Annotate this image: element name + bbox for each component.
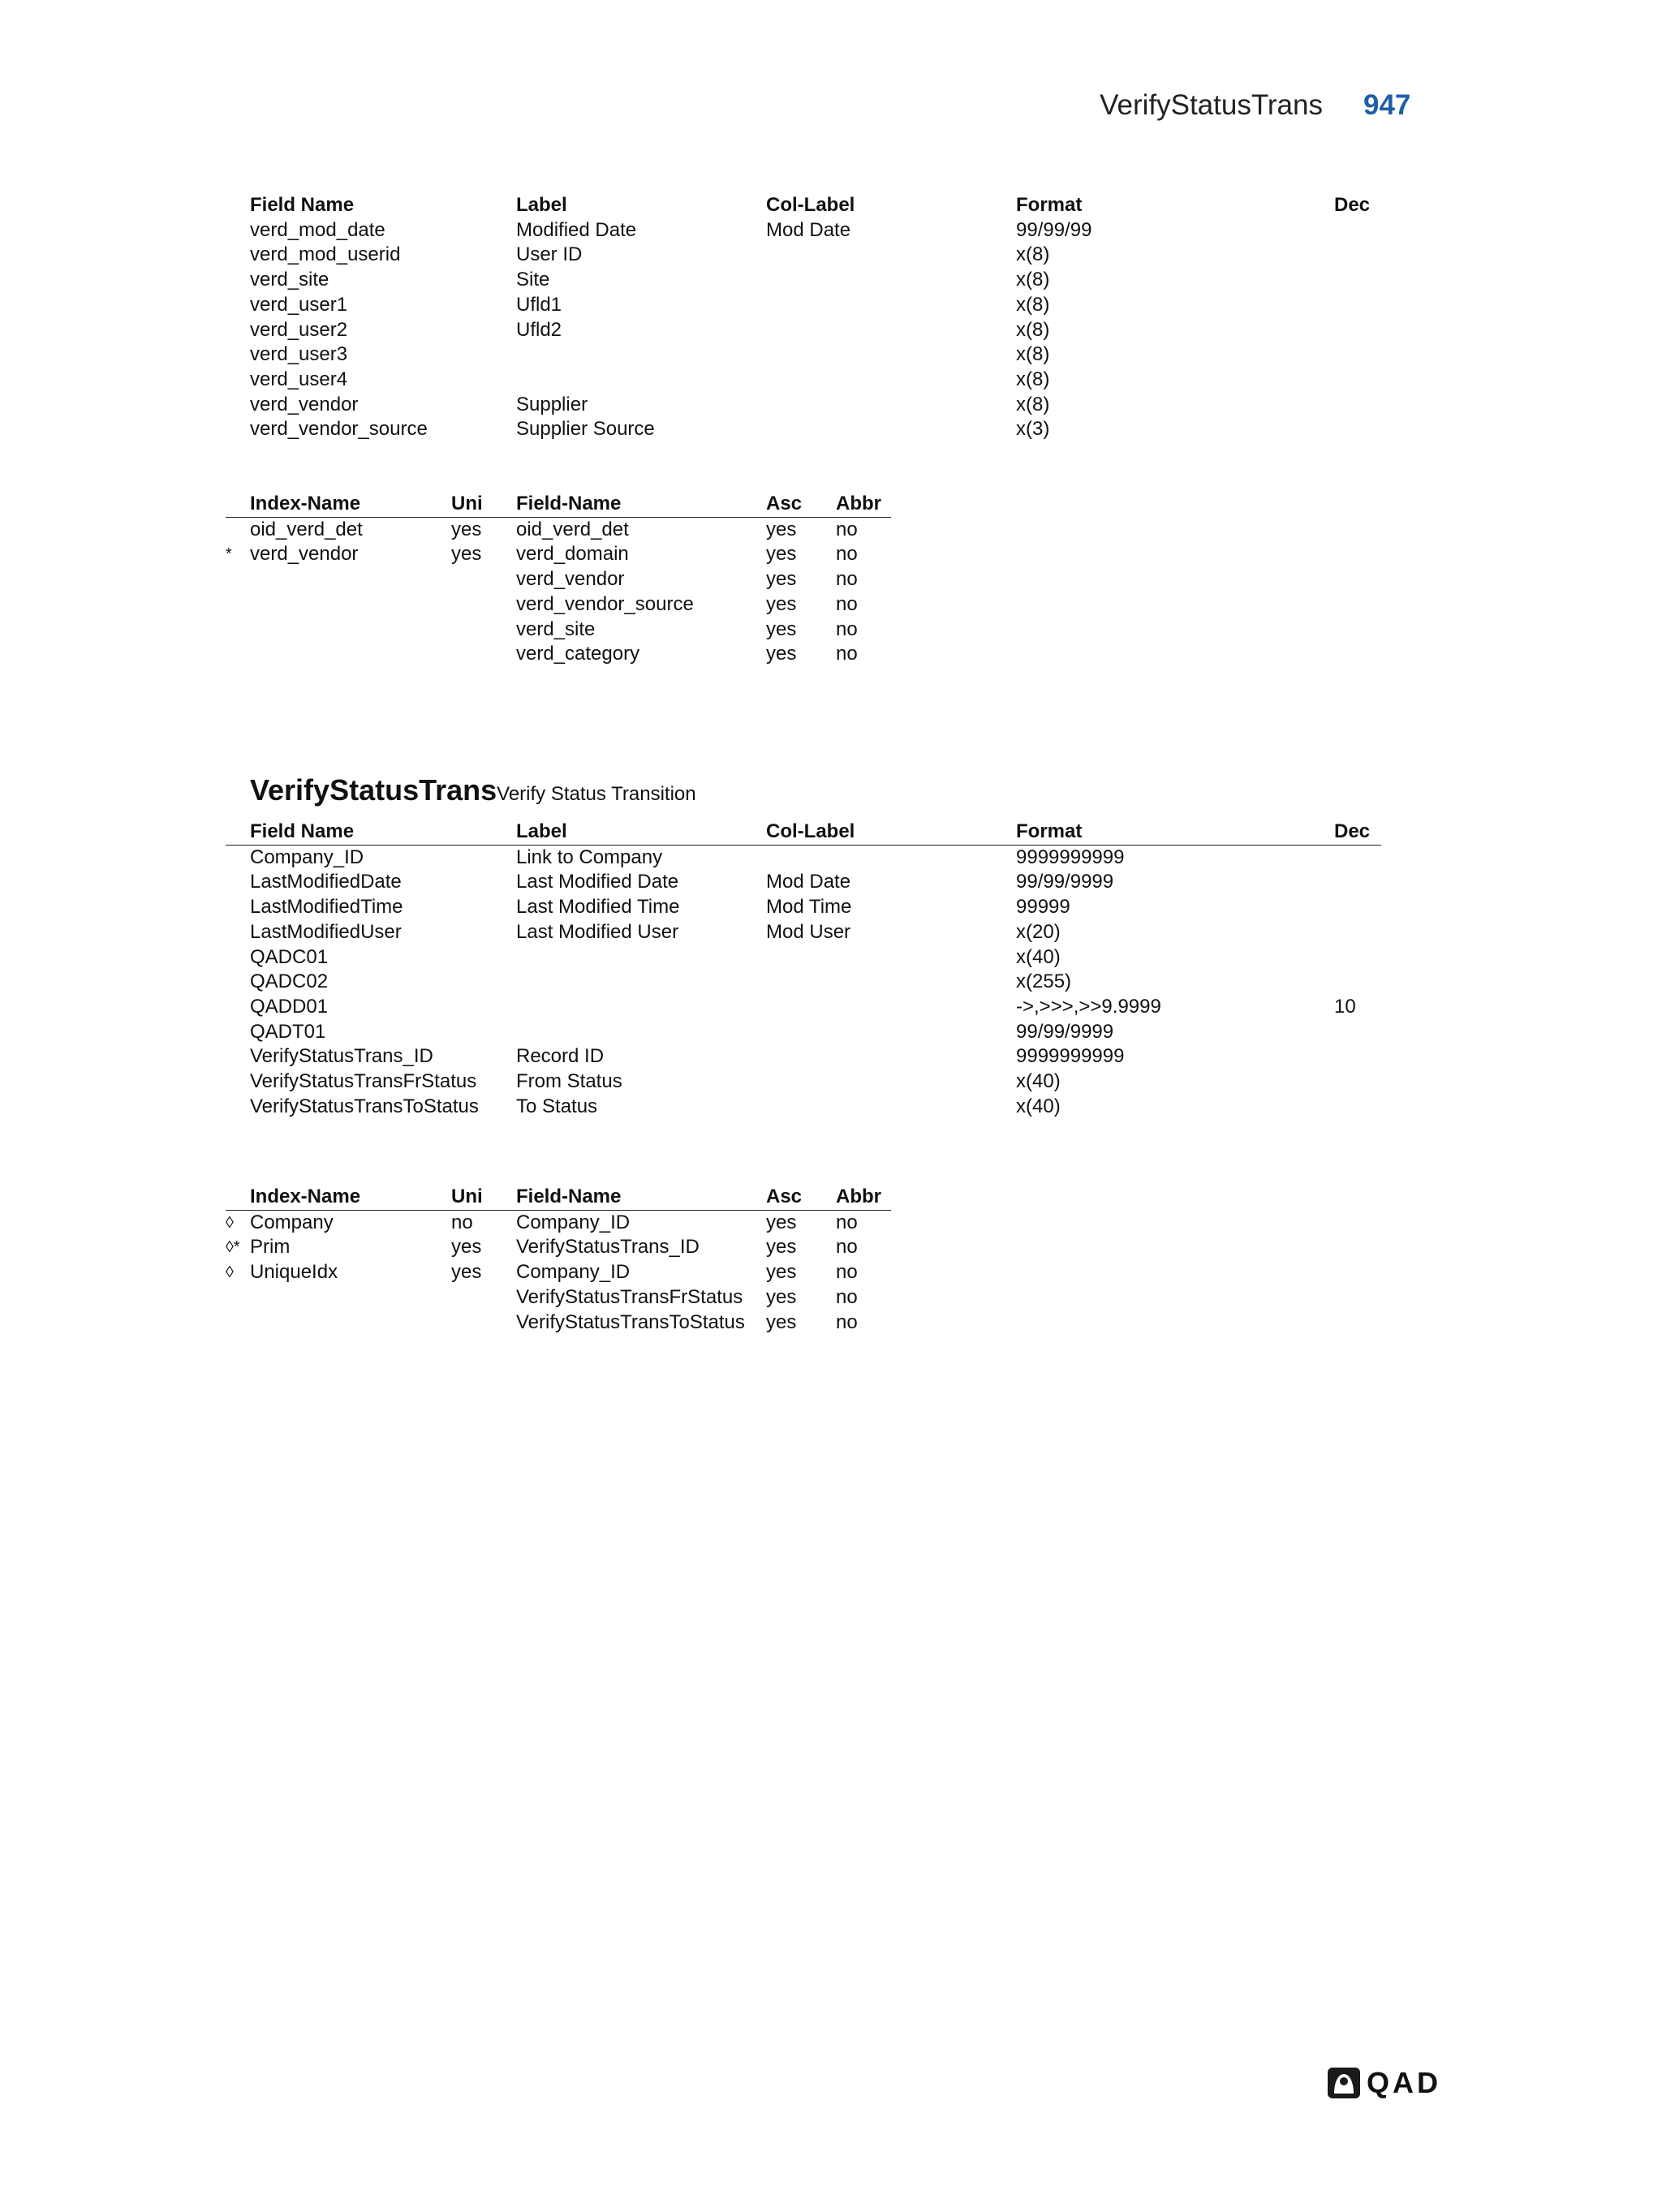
field-name-cell: verd_category xyxy=(516,643,640,665)
logo-text: QAD xyxy=(1367,2066,1441,2099)
table-header-row xyxy=(226,492,891,517)
label-cell xyxy=(516,970,766,995)
table-row xyxy=(226,870,1381,895)
table-row xyxy=(226,970,1381,995)
label-cell: Link to Company xyxy=(516,846,663,868)
qad-logo xyxy=(1328,2066,1441,2100)
mark-header xyxy=(226,492,250,517)
running-header-title: VerifyStatusTrans xyxy=(1100,89,1323,121)
table-name: VerifyStatusTrans xyxy=(250,773,497,807)
col-label-cell xyxy=(766,318,1016,343)
table-row xyxy=(226,1235,891,1260)
label-cell: Last Modified Time xyxy=(516,896,680,919)
dec-header: Dec xyxy=(1334,194,1371,216)
format-cell: x(8) xyxy=(1016,318,1050,341)
dec-cell xyxy=(1334,870,1381,895)
index-marker xyxy=(226,567,250,592)
table-row xyxy=(226,318,1381,343)
format-cell: 9999999999 xyxy=(1016,846,1125,868)
format-cell: 9999999999 xyxy=(1016,1045,1125,1068)
table-row xyxy=(226,995,1381,1020)
field-name-cell: QADD01 xyxy=(250,995,329,1018)
dec-cell xyxy=(1334,417,1381,442)
uni-cell: yes xyxy=(451,1236,482,1259)
label-cell: To Status xyxy=(516,1095,598,1117)
abbr-cell: no xyxy=(836,543,858,566)
field-name-cell: QADT01 xyxy=(250,1020,326,1043)
field-name-cell: VerifyStatusTransToStatus xyxy=(250,1095,479,1117)
field-name-cell: verd_mod_date xyxy=(250,218,385,241)
uni-cell xyxy=(451,1310,516,1336)
index-name-cell xyxy=(250,1285,451,1310)
label-cell xyxy=(516,342,766,368)
field-name-cell: verd_vendor_source xyxy=(516,592,694,615)
uni-cell xyxy=(451,618,516,643)
dec-cell xyxy=(1334,920,1381,945)
dec-cell: 10 xyxy=(1334,995,1356,1018)
label-header: Label xyxy=(516,194,567,216)
uni-cell: yes xyxy=(451,543,482,566)
dec-cell xyxy=(1334,218,1381,243)
uni-cell xyxy=(451,592,516,618)
index-name-cell: UniqueIdx xyxy=(250,1261,338,1284)
table-row xyxy=(226,1044,1381,1069)
asc-cell: yes xyxy=(766,518,797,540)
index-marker: * xyxy=(226,545,232,564)
label-cell: From Status xyxy=(516,1070,622,1093)
field-name-header: Field-Name xyxy=(516,492,766,517)
page-number: 947 xyxy=(1363,89,1411,121)
label-cell: Ufld2 xyxy=(516,318,562,341)
col-label-cell xyxy=(766,845,1016,870)
abbr-cell: no xyxy=(836,618,858,640)
col-label-cell xyxy=(766,970,1016,995)
mark-header xyxy=(226,1185,250,1210)
col-label-cell xyxy=(766,1020,1016,1045)
dec-cell xyxy=(1334,945,1381,970)
field-name-cell: verd_vendor xyxy=(516,568,625,591)
table-row xyxy=(226,417,1381,442)
field-name-cell: verd_vendor xyxy=(250,393,359,415)
col-label-cell xyxy=(766,1095,1016,1120)
format-cell: 99/99/99 xyxy=(1016,218,1092,241)
uni-cell: yes xyxy=(451,518,482,540)
dec-cell xyxy=(1334,342,1381,368)
format-cell: 99/99/9999 xyxy=(1016,871,1114,893)
index-marker xyxy=(226,592,250,618)
field-name-cell: verd_site xyxy=(250,269,329,291)
asc-cell: yes xyxy=(766,568,797,591)
format-cell: x(8) xyxy=(1016,393,1050,415)
field-name-cell: LastModifiedDate xyxy=(250,871,402,893)
format-cell: x(255) xyxy=(1016,970,1072,993)
index-name-cell: oid_verd_det xyxy=(250,518,363,540)
verd-fields-table xyxy=(226,193,1381,442)
format-cell: 99/99/9999 xyxy=(1016,1020,1114,1043)
abbr-header: Abbr xyxy=(836,1185,891,1210)
label-cell: Supplier Source xyxy=(516,418,655,441)
table-row xyxy=(226,1069,1381,1095)
table-row xyxy=(226,517,891,542)
table-row xyxy=(226,567,891,592)
qad-logo-icon xyxy=(1328,2068,1360,2098)
asc-cell: yes xyxy=(766,618,797,640)
asc-cell: yes xyxy=(766,1261,797,1284)
dec-cell xyxy=(1334,1020,1381,1045)
table-row xyxy=(226,642,891,667)
format-cell: x(40) xyxy=(1016,1095,1061,1117)
field-name-cell: VerifyStatusTransFrStatus xyxy=(250,1070,477,1093)
asc-cell: yes xyxy=(766,592,797,615)
index-name-cell xyxy=(250,1310,451,1336)
uni-cell xyxy=(451,567,516,592)
uni-header: Uni xyxy=(451,1185,516,1210)
format-cell: x(3) xyxy=(1016,418,1050,441)
uni-cell xyxy=(451,642,516,667)
format-cell: x(40) xyxy=(1016,945,1061,968)
field-name-header: Field Name xyxy=(250,194,355,216)
field-name-cell: verd_user2 xyxy=(250,318,348,341)
index-marker xyxy=(226,1285,250,1310)
label-cell xyxy=(516,368,766,393)
field-name-cell: VerifyStatusTrans_ID xyxy=(250,1045,433,1068)
label-cell: Ufld1 xyxy=(516,293,562,316)
verifystatustrans-index-table xyxy=(226,1185,891,1335)
uni-cell: no xyxy=(451,1211,473,1233)
abbr-cell: no xyxy=(836,1261,858,1284)
dec-header: Dec xyxy=(1334,820,1381,845)
index-name-cell: Company xyxy=(250,1211,334,1233)
field-name-cell: VerifyStatusTransToStatus xyxy=(516,1310,745,1333)
index-marker xyxy=(226,618,250,643)
asc-cell: yes xyxy=(766,1236,797,1259)
format-cell: ->,>>>,>>9.9999 xyxy=(1016,995,1161,1018)
field-name-cell: LastModifiedUser xyxy=(250,920,402,943)
label-cell: User ID xyxy=(516,243,583,266)
field-name-cell: QADC01 xyxy=(250,945,329,968)
table-header-row xyxy=(226,1185,891,1210)
index-marker: ◊ xyxy=(226,1263,234,1282)
asc-cell: yes xyxy=(766,1285,797,1308)
index-name-cell xyxy=(250,642,451,667)
dec-cell xyxy=(1334,1095,1381,1120)
table-row xyxy=(226,920,1381,945)
field-name-header: Field-Name xyxy=(516,1185,766,1210)
table-header-row xyxy=(226,820,1381,845)
format-cell: x(8) xyxy=(1016,243,1050,266)
col-label-cell xyxy=(766,243,1016,268)
format-cell: x(8) xyxy=(1016,269,1050,291)
table-row xyxy=(226,268,1381,293)
table-row xyxy=(226,293,1381,318)
col-label-cell xyxy=(766,995,1016,1020)
section-title xyxy=(250,773,696,807)
index-marker: ◊* xyxy=(226,1238,240,1257)
table-row xyxy=(226,1310,891,1336)
field-name-cell: Company_ID xyxy=(516,1211,631,1233)
label-cell: Modified Date xyxy=(516,218,637,241)
uni-cell xyxy=(451,1285,516,1310)
field-name-cell: Company_ID xyxy=(516,1261,631,1284)
dec-cell xyxy=(1334,268,1381,293)
table-row xyxy=(226,243,1381,268)
format-header: Format xyxy=(1016,820,1334,845)
field-name-cell: LastModifiedTime xyxy=(250,896,403,919)
label-cell xyxy=(516,945,766,970)
col-label-cell: Mod User xyxy=(766,920,851,943)
dec-cell xyxy=(1334,1069,1381,1095)
asc-header: Asc xyxy=(766,1185,836,1210)
dec-cell xyxy=(1334,368,1381,393)
field-name-cell: verd_mod_userid xyxy=(250,243,401,266)
col-label-cell xyxy=(766,417,1016,442)
label-header: Label xyxy=(516,820,766,845)
dec-cell xyxy=(1334,845,1381,870)
col-label-cell xyxy=(766,368,1016,393)
table-header-row xyxy=(226,193,1381,218)
dec-cell xyxy=(1334,970,1381,995)
table-description: Verify Status Transition xyxy=(497,783,696,805)
format-cell: x(40) xyxy=(1016,1070,1061,1093)
verifystatustrans-fields-table xyxy=(226,820,1381,1119)
field-name-cell: verd_site xyxy=(516,618,596,640)
uni-cell: yes xyxy=(451,1261,482,1284)
dec-cell xyxy=(1334,293,1381,318)
field-name-header: Field Name xyxy=(250,820,516,845)
dec-cell xyxy=(1334,1044,1381,1069)
asc-cell: yes xyxy=(766,1310,797,1333)
abbr-cell: no xyxy=(836,1236,858,1259)
table-row xyxy=(226,542,891,567)
mark-header xyxy=(226,820,250,845)
field-name-cell: verd_user3 xyxy=(250,343,348,366)
abbr-cell: no xyxy=(836,568,858,591)
label-cell: Site xyxy=(516,269,550,291)
field-name-cell: VerifyStatusTransFrStatus xyxy=(516,1285,743,1308)
index-marker xyxy=(226,517,250,542)
asc-cell: yes xyxy=(766,543,797,566)
table-row xyxy=(226,1210,891,1235)
index-marker: ◊ xyxy=(226,1213,234,1232)
label-cell: Last Modified User xyxy=(516,920,679,943)
table-row xyxy=(226,945,1381,970)
col-label-header: Col-Label xyxy=(766,194,855,216)
field-name-cell: verd_user4 xyxy=(250,368,348,390)
verd-index-table xyxy=(226,492,891,667)
abbr-cell: no xyxy=(836,518,858,540)
mark-header xyxy=(226,193,250,218)
table-row xyxy=(226,1020,1381,1045)
table-row xyxy=(226,368,1381,393)
field-name-cell: verd_vendor_source xyxy=(250,418,428,441)
field-name-cell: oid_verd_det xyxy=(516,518,629,540)
table-row xyxy=(226,592,891,618)
index-marker xyxy=(226,642,250,667)
format-cell: 99999 xyxy=(1016,896,1070,919)
index-name-cell xyxy=(250,567,451,592)
abbr-cell: no xyxy=(836,1310,858,1333)
col-label-cell xyxy=(766,268,1016,293)
table-row xyxy=(226,845,1381,870)
col-label-header: Col-Label xyxy=(766,820,1016,845)
table-row xyxy=(226,1260,891,1285)
format-header: Format xyxy=(1016,194,1083,216)
table-row xyxy=(226,393,1381,418)
format-cell: x(8) xyxy=(1016,343,1050,366)
table-row xyxy=(226,218,1381,243)
abbr-cell: no xyxy=(836,1211,858,1233)
table-row xyxy=(226,342,1381,368)
abbr-header: Abbr xyxy=(836,492,891,517)
asc-header: Asc xyxy=(766,492,836,517)
label-cell xyxy=(516,995,766,1020)
uni-header: Uni xyxy=(451,492,516,517)
col-label-cell xyxy=(766,1044,1016,1069)
dec-cell xyxy=(1334,895,1381,920)
format-cell: x(20) xyxy=(1016,920,1061,943)
abbr-cell: no xyxy=(836,592,858,615)
dec-cell xyxy=(1334,243,1381,268)
abbr-cell: no xyxy=(836,1285,858,1308)
dec-cell xyxy=(1334,318,1381,343)
col-label-cell xyxy=(766,293,1016,318)
field-name-cell: VerifyStatusTrans_ID xyxy=(516,1236,700,1259)
label-cell xyxy=(516,1020,766,1045)
field-name-cell: Company_ID xyxy=(250,846,364,868)
label-cell: Record ID xyxy=(516,1045,605,1068)
col-label-cell xyxy=(766,945,1016,970)
asc-cell: yes xyxy=(766,1211,797,1233)
index-name-cell xyxy=(250,592,451,618)
field-name-cell: verd_domain xyxy=(516,543,629,566)
table-row xyxy=(226,895,1381,920)
index-name-cell: verd_vendor xyxy=(250,543,359,566)
col-label-cell xyxy=(766,342,1016,368)
index-name-header: Index-Name xyxy=(250,1185,451,1210)
field-name-cell: QADC02 xyxy=(250,970,329,993)
col-label-cell: Mod Date xyxy=(766,218,851,241)
format-cell: x(8) xyxy=(1016,368,1050,390)
label-cell: Last Modified Date xyxy=(516,871,679,893)
col-label-cell: Mod Date xyxy=(766,871,851,893)
asc-cell: yes xyxy=(766,643,797,665)
format-cell: x(8) xyxy=(1016,293,1050,316)
dec-cell xyxy=(1334,393,1381,418)
index-name-header: Index-Name xyxy=(250,492,451,517)
index-marker xyxy=(226,1310,250,1336)
abbr-cell: no xyxy=(836,643,858,665)
index-name-cell xyxy=(250,618,451,643)
col-label-cell xyxy=(766,1069,1016,1095)
index-name-cell: Prim xyxy=(250,1236,291,1259)
col-label-cell xyxy=(766,393,1016,418)
table-row xyxy=(226,1285,891,1310)
table-row xyxy=(226,1095,1381,1120)
col-label-cell: Mod Time xyxy=(766,896,852,919)
field-name-cell: verd_user1 xyxy=(250,293,348,316)
label-cell: Supplier xyxy=(516,393,588,415)
table-row xyxy=(226,618,891,643)
